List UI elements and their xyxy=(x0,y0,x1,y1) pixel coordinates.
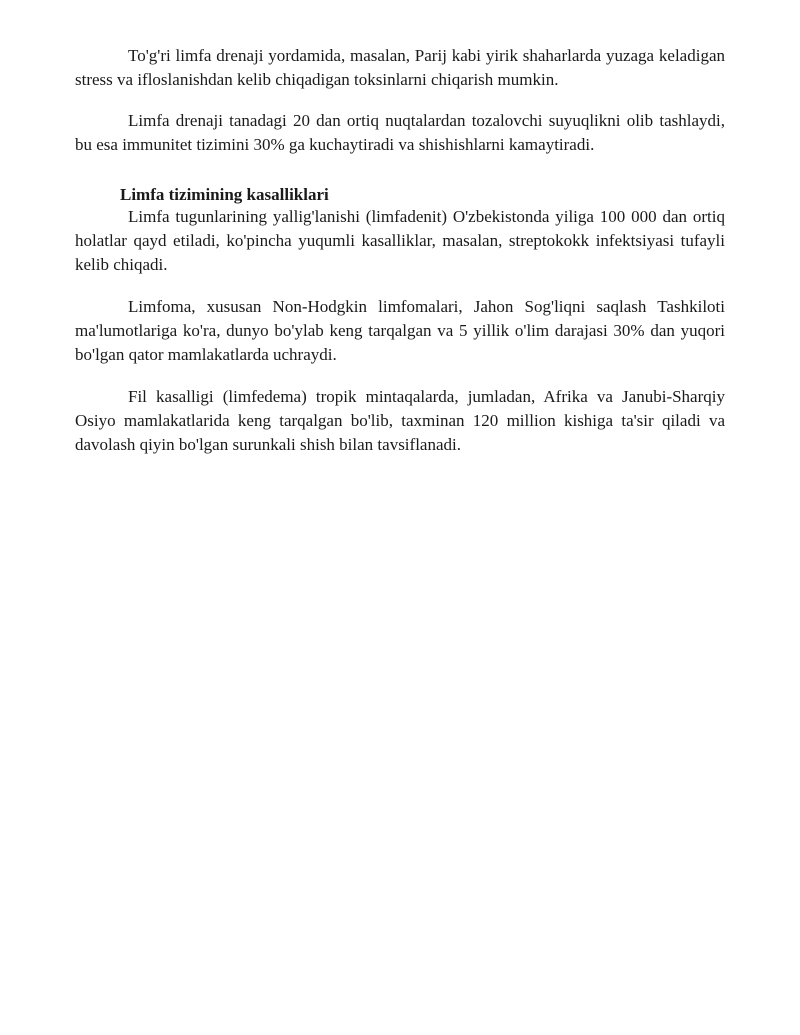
section-heading: Limfa tizimining kasalliklari xyxy=(120,185,329,204)
document-page xyxy=(75,44,725,457)
paragraph-lymphoma: Limfoma, xususan Non-Hodgkin limfomalari, Jahon Sog'liqni saqlash Tashkiloti ma'lumotlariga ko'ra, dunyo bo'ylab keng tarqalgan va 5 yillik o'lim darajasi 30% dan yuqori bo'lgan qator mamlakatlarda uchraydi. xyxy=(75,297,725,364)
paragraph-lymph-drainage-toxins: To'g'ri limfa drenaji yordamida, masalan, Parij kabi yirik shaharlarda yuzaga keladigan stress va ifloslanishdan kelib chiqadigan toksinlarni chiqarish mumkin. xyxy=(75,46,725,89)
paragraph-lymph-drainage-immunity: Limfa drenaji tanadagi 20 dan ortiq nuqtalardan tozalovchi suyuqlikni olib tashlaydi, bu esa immunitet tizimini 30% ga kuchaytiradi va shishishlarni kamaytiradi. xyxy=(75,111,725,154)
paragraph-lymphedema: Fil kasalligi (limfedema) tropik mintaqalarda, jumladan, Afrika va Janubi-Sharqiy Osiyo mamlakatlarida keng tarqalgan bo'lib, taxminan 120 million kishiga ta'sir qiladi va davolash qiyin bo'lgan surunkali shish bilan tavsiflanadi. xyxy=(75,387,725,454)
paragraph-lymphadenitis: Limfa tugunlarining yallig'lanishi (limfadenit) O'zbekistonda yiliga 100 000 dan ortiq holatlar qayd etiladi, ko'pincha yuqumli kasalliklar, masalan, streptokokk infektsiyasi tufayli kelib chiqadi. xyxy=(75,207,725,274)
